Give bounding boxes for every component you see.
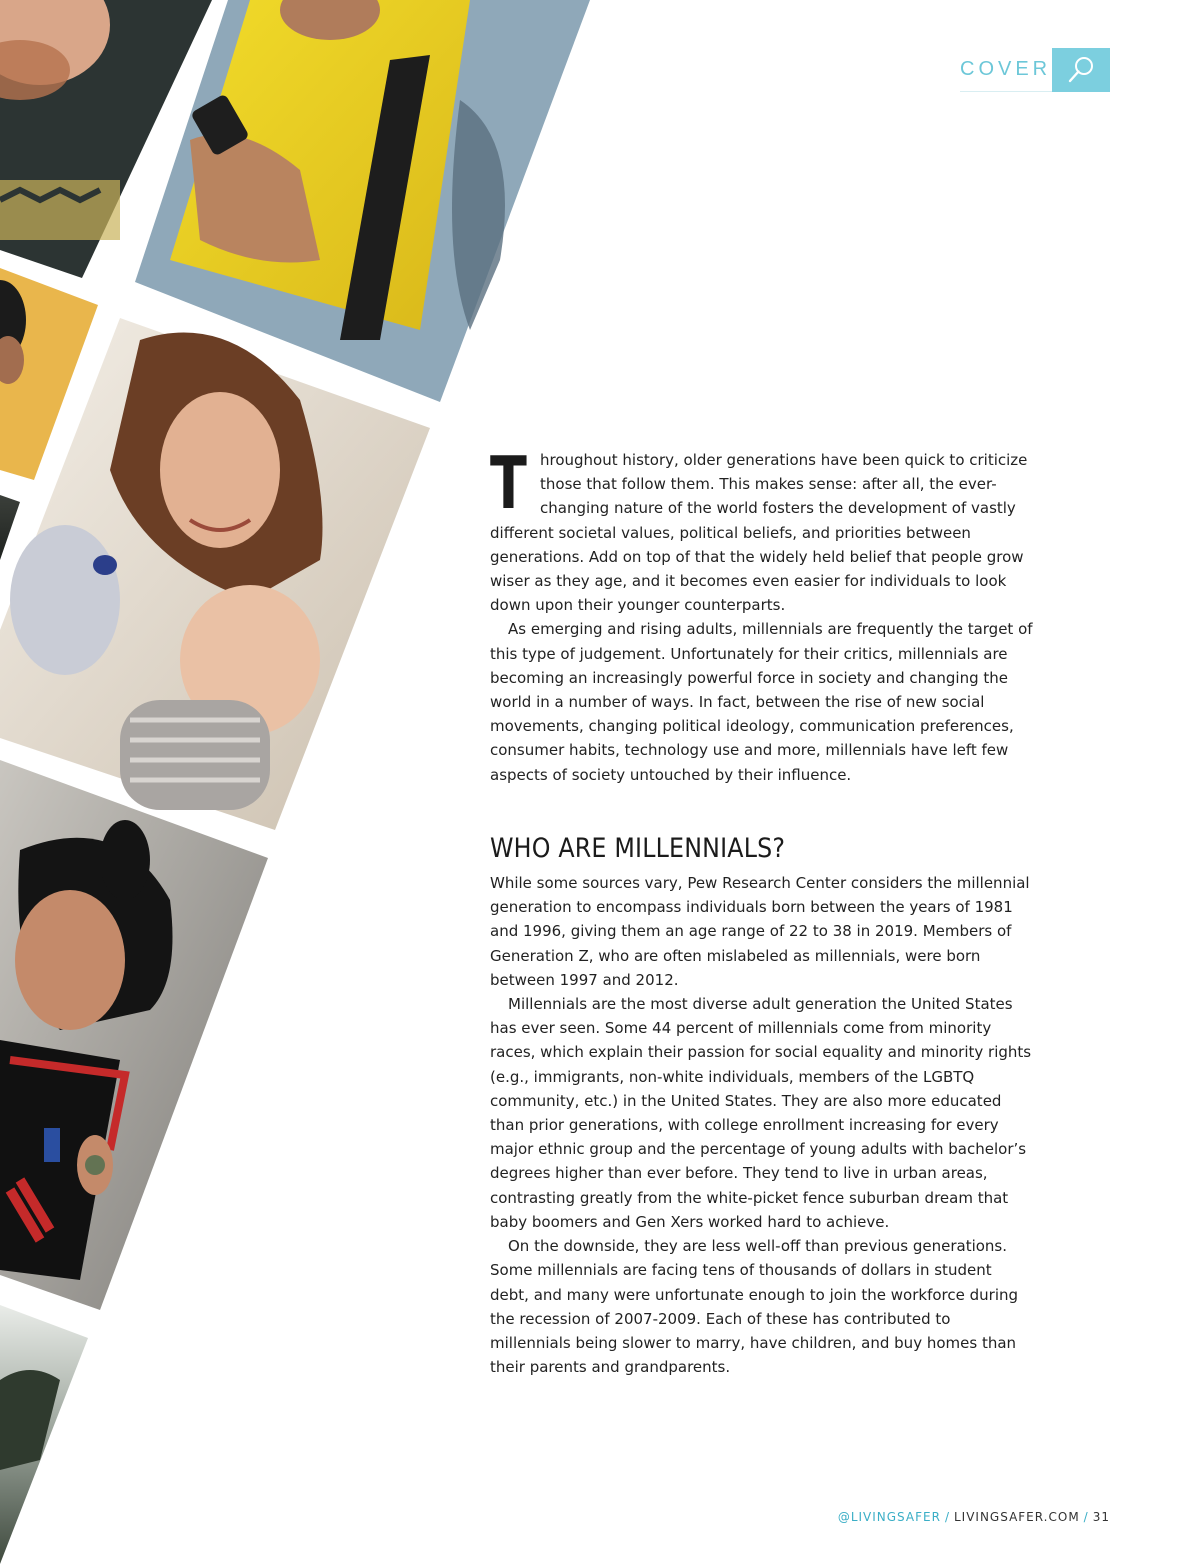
section-heading: WHO ARE MILLENNIALS? bbox=[490, 832, 786, 864]
magnifier-icon bbox=[1066, 55, 1096, 85]
footer-separator-1: / bbox=[944, 1510, 950, 1524]
photo-woman-jersey bbox=[0, 760, 268, 1310]
social-handle: @LIVINGSAFER bbox=[837, 1510, 941, 1524]
photo-landscape bbox=[0, 1305, 88, 1564]
page-number: 31 bbox=[1092, 1510, 1110, 1524]
photo-dark-strip bbox=[0, 495, 20, 560]
footer-separator-2: / bbox=[1083, 1510, 1089, 1524]
drop-cap: T bbox=[490, 441, 527, 525]
section-tag bbox=[960, 48, 1110, 92]
intro-paragraph-1-text: hroughout history, older generations have been quick to criticize those that follow them. This makes sense: after all, the ever-changing nature of the world fosters the development of vastly different societal values, political beliefs, and priorities between generations. Add on top of that the widely held belief that people grow wiser as they age, and it becomes even easier for individuals to look down upon their younger counterparts. bbox=[490, 451, 1028, 615]
section-label: COVER bbox=[960, 48, 1052, 92]
page-footer bbox=[838, 1510, 1110, 1524]
intro-paragraph-1 bbox=[490, 441, 1035, 617]
magnifier-icon-box bbox=[1052, 48, 1110, 92]
article-body bbox=[490, 441, 1035, 1379]
body-paragraph-3: On the downside, they are less well-off than previous generations. Some millennials are facing tens of thousands of dollars in student debt, and many were unfortunate enough to join the workforce during the recession of 2007-2009. Each of these has contributed to millennials being slower to marry, have children, and buy homes than their parents and grandparents. bbox=[490, 1237, 1019, 1377]
site-url: LIVINGSAFER.COM bbox=[953, 1510, 1080, 1524]
body-paragraph-1: While some sources vary, Pew Research Center considers the millennial generation to encompass individuals born between the years of 1981 and 1996, giving them an age range of 22 to 38 in 2019. Members of Generation Z, who are often mislabeled as millennials, were born between 1997 and 2012. bbox=[490, 874, 1030, 989]
body-paragraph-2: Millennials are the most diverse adult generation the United States has ever seen. Some 44 percent of millennials come from minority races, which explain their passion for social equality and minority rights (e.g., immigrants, non-white individuals, members of the LGBTQ community, etc.) in the United States. They are also more educated than prior generations, with college enrollment increasing for every major ethnic group and the percentage of young adults with bachelor’s degrees higher than ever before. They tend to live in urban areas, contrasting greatly from the white-picket fence suburban dream that baby boomers and Gen Xers worked hard to achieve. bbox=[490, 995, 1032, 1231]
intro-paragraph-2: As emerging and rising adults, millennials are frequently the target of this type of judgement. Unfortunately for their critics, millennials are becoming an increasingly powerful force in society and changing the world in a number of ways. In fact, between the rise of new social movements, changing political ideology, communication preferences, consumer habits, technology use and more, millennials have left few aspects of society untouched by their influence. bbox=[490, 620, 1033, 784]
